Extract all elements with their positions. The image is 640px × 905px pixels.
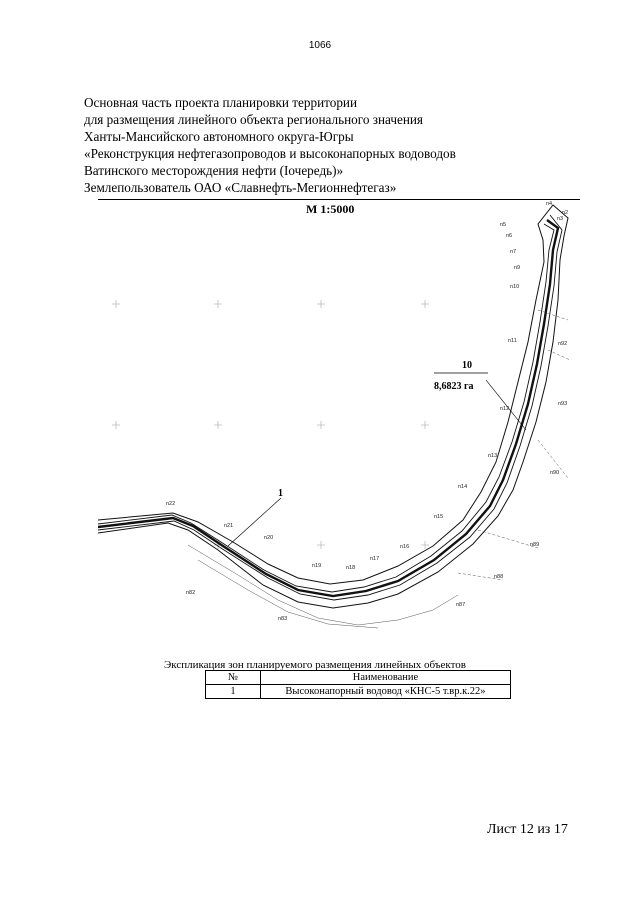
point-label-n90: n90 (550, 470, 560, 476)
point-label-n22: n22 (166, 501, 176, 507)
document-header (84, 94, 456, 196)
point-label-n5: n5 (500, 222, 507, 228)
point-label-n13: n13 (488, 453, 498, 459)
point-label-n89: n89 (530, 542, 540, 548)
table-header-row (206, 671, 511, 685)
zone-leader (486, 380, 526, 430)
header-line: «Реконструкция нефтегазопроводов и высоконапорных водоводов (84, 146, 456, 161)
table-row (206, 685, 511, 699)
point-label-n9: n9 (514, 265, 521, 271)
explication-table (205, 670, 511, 699)
point-label-n12: n12 (500, 406, 510, 412)
pipeline-offset (98, 215, 562, 600)
object-number: 1 (278, 488, 283, 499)
point-label-n16: n16 (400, 544, 410, 550)
point-label-n11: n11 (508, 338, 517, 344)
point-label-n87: n87 (456, 602, 466, 608)
cell-name: Высоконапорный водовод «КНС-5 т.вр.к.22» (261, 685, 511, 699)
side-line (188, 545, 458, 625)
grid-crosses (112, 300, 429, 549)
point-label-n6: n6 (506, 233, 513, 239)
point-label-n10: n10 (510, 284, 520, 290)
point-label-n2: n2 (562, 210, 569, 216)
column-header-number: № (206, 671, 261, 685)
point-label-n93: n93 (558, 401, 568, 407)
cell-number: 1 (206, 685, 261, 699)
point-label-n18: n18 (346, 565, 356, 571)
point-label-n82: n82 (186, 590, 196, 596)
zone-number: 10 (462, 360, 472, 371)
side-line (458, 310, 570, 580)
explication-title: Экспликация зон планируемого размещения линейных объектов (164, 659, 466, 671)
point-label-n14: n14 (458, 484, 468, 490)
point-label-n17: n17 (370, 556, 380, 562)
zone-boundary (98, 205, 568, 608)
point-label-n88: n88 (494, 574, 504, 580)
planning-map (98, 200, 580, 650)
point-label-n20: n20 (264, 535, 274, 541)
point-label-n21: n21 (224, 523, 234, 529)
page-number: 1066 (308, 40, 332, 51)
point-label-n92: n92 (558, 341, 568, 347)
map-scale: М 1:5000 (306, 202, 355, 216)
point-label-n3: n3 (557, 216, 564, 222)
point-label-n4: n4 (546, 201, 553, 207)
header-line: Основная часть проекта планировки территории (84, 95, 358, 110)
point-label-n7: n7 (510, 249, 517, 255)
header-line: для размещения линейного объекта регионального значения (84, 112, 423, 127)
zone-area: 8,6823 га (434, 381, 474, 392)
sheet-number: Лист 12 из 17 (487, 822, 568, 837)
point-label-n15: n15 (434, 514, 444, 520)
header-line: Землепользователь ОАО «Славнефть-Мегионнефтегаз» (84, 180, 397, 195)
point-label-n19: n19 (312, 563, 322, 569)
pipeline-axis (98, 220, 558, 596)
header-line: Ханты-Мансийского автономного округа-Югры (84, 129, 354, 144)
pipeline-offset (98, 224, 554, 592)
column-header-name: Наименование (261, 671, 511, 685)
point-label-n83: n83 (278, 616, 288, 622)
header-line: Ватинского месторождения нефти (Iочередь)» (84, 163, 344, 178)
